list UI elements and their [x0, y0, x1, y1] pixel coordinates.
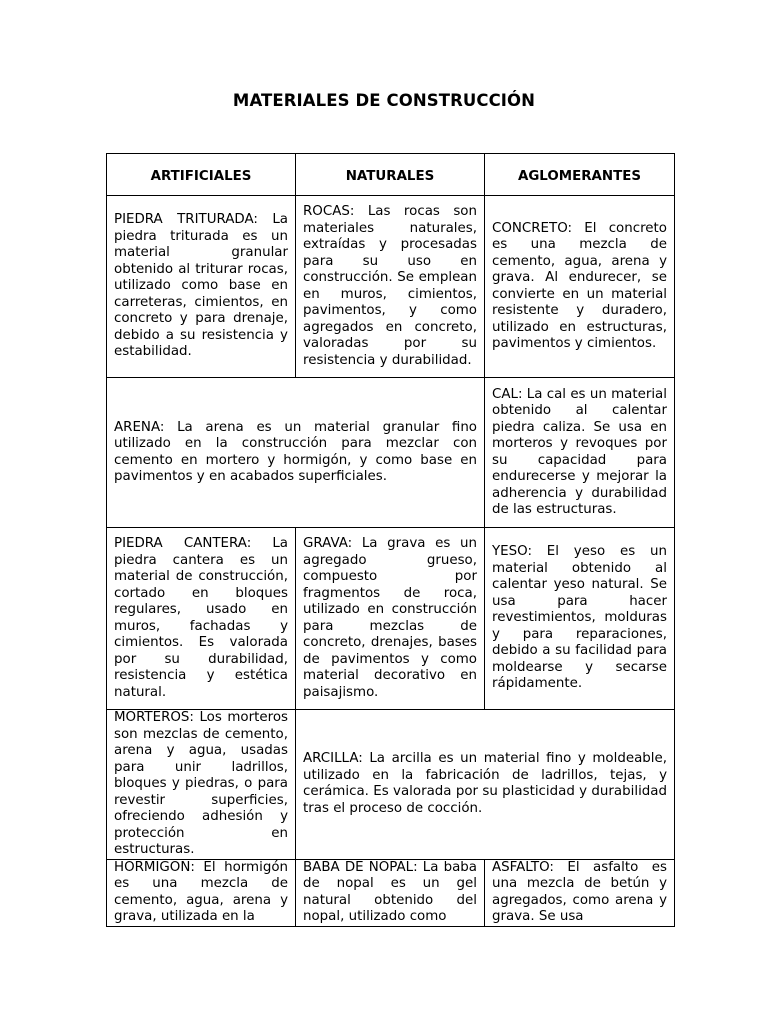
- cell-baba-de-nopal-text: BABA DE NOPAL: La baba de nopal es un gel natural obtenido del nopal, utilizado como: [303, 859, 477, 924]
- cell-morteros: MORTEROS: Los morteros son mezclas de cemento, arena y agua, usadas para unir ladrillos, bloques y piedras, o para revestir superficies, ofreciendo adhesión y protección en estructuras.: [107, 710, 296, 860]
- cell-asfalto: [485, 859, 675, 926]
- cell-grava: GRAVA: La grava es un agregado grueso, compuesto por fragmentos de roca, utilizado en construcción para mezclas de concreto, drenajes, bases de pavimentos y como material decorativo en paisajismo.: [296, 528, 485, 710]
- header-artificiales: ARTIFICIALES: [107, 154, 296, 196]
- cell-arena: ARENA: La arena es un material granular fino utilizado en la construcción para mezclar con cemento en mortero y hormigón, y como base en pavimentos y en acabados superficiales.: [107, 378, 485, 528]
- cell-asfalto-text: ASFALTO: El asfalto es una mezcla de betún y agregados, como arena y grava. Se usa: [492, 859, 667, 924]
- cell-hormigon: [107, 859, 296, 926]
- table-row: [107, 859, 675, 926]
- cell-rocas: ROCAS: Las rocas son materiales naturales, extraídas y procesadas para su uso en construcción. Se emplean en muros, cimientos, pavimentos, y como agregados en concreto, valoradas por su resistencia y durabilidad.: [296, 196, 485, 378]
- cell-baba-de-nopal: [296, 859, 485, 926]
- table-row: [107, 196, 675, 378]
- cell-concreto: CONCRETO: El concreto es una mezcla de cemento, agua, arena y grava. Al endurecer, se convierte en un material resistente y duradero, utilizado en estructuras, pavimentos y cimientos.: [485, 196, 675, 378]
- cell-hormigon-text: HORMIGÓN: El hormigón es una mezcla de cemento, agua, arena y grava, utilizada en la: [114, 859, 288, 924]
- cell-piedra-cantera: PIEDRA CANTERA: La piedra cantera es un material de construcción, cortado en bloques regulares, usado en muros, fachadas y cimientos. Es valorada por su durabilidad, resistencia y estética natural.: [107, 528, 296, 710]
- cell-piedra-triturada: PIEDRA TRITURADA: La piedra triturada es un material granular obtenido al triturar rocas, utilizado como base en carreteras, cimientos, en concreto y para drenaje, debido a su resistencia y estabilidad.: [107, 196, 296, 378]
- table-row: [107, 528, 675, 710]
- header-naturales: NATURALES: [296, 154, 485, 196]
- materials-table: [106, 153, 675, 927]
- page-title: MATERIALES DE CONSTRUCCIÓN: [232, 91, 536, 110]
- header-aglomerantes: AGLOMERANTES: [485, 154, 675, 196]
- cell-cal: CAL: La cal es un material obtenido al calentar piedra caliza. Se usa en morteros y revoques por su capacidad para endurecerse y mejorar la adherencia y durabilidad de las estructuras.: [485, 378, 675, 528]
- table-header-row: [107, 154, 675, 196]
- cell-arcilla: ARCILLA: La arcilla es un material fino y moldeable, utilizado en la fabricación de ladrillos, tejas, y cerámica. Es valorada por su plasticidad y durabilidad tras el proceso de cocción.: [296, 710, 675, 860]
- table-row: [107, 710, 675, 860]
- table-row: [107, 378, 675, 528]
- cell-yeso: YESO: El yeso es un material obtenido al calentar yeso natural. Se usa para hacer revestimientos, molduras y para reparaciones, debido a su facilidad para moldearse y secarse rápidamente.: [485, 528, 675, 710]
